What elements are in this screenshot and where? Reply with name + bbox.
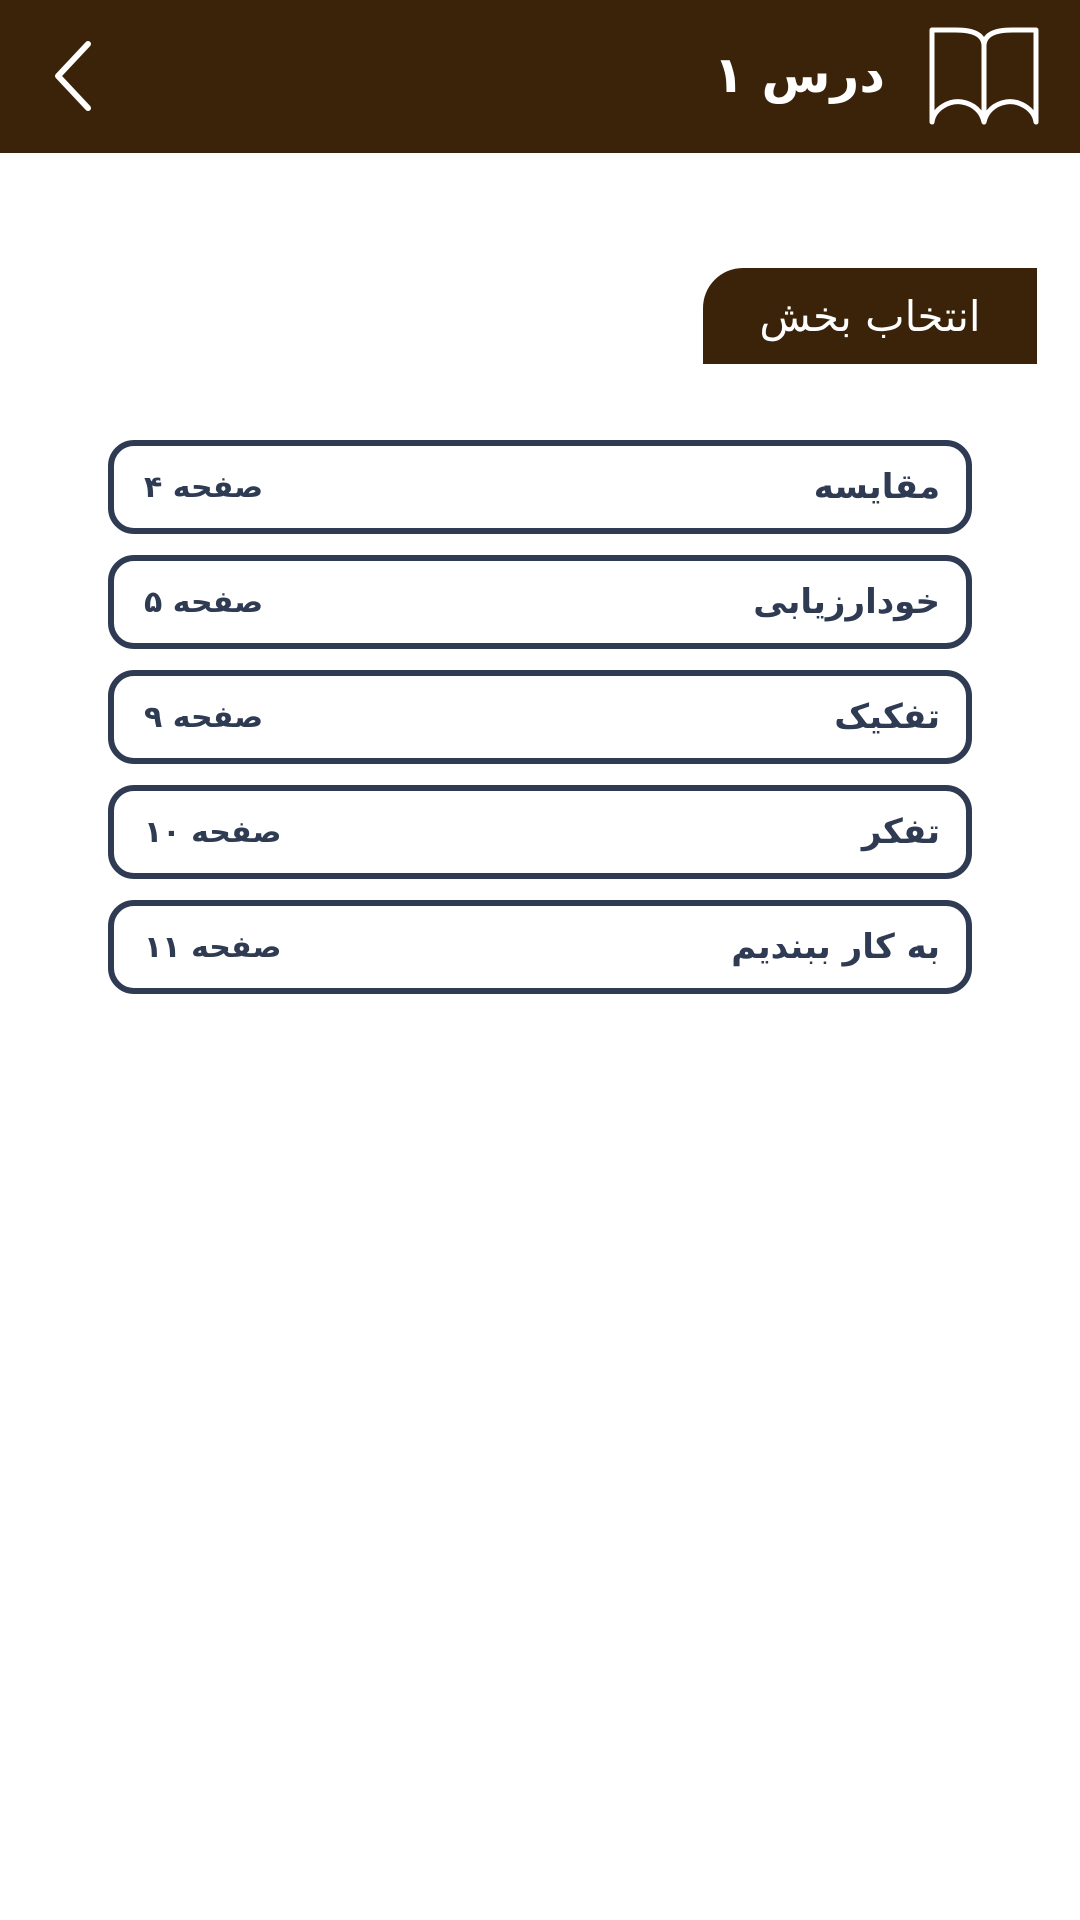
section-list — [108, 440, 972, 1015]
back-button[interactable] — [30, 30, 120, 122]
section-item-page: صفحه ۵ — [144, 584, 264, 620]
page-title: درس ۱ — [713, 46, 885, 104]
section-item-title: تفکیک — [834, 697, 940, 737]
section-item-title: به کار ببندیم — [731, 927, 940, 967]
section-item-comparison[interactable] — [108, 440, 972, 534]
open-book-icon — [928, 26, 1040, 126]
section-item-title: تفکر — [861, 812, 940, 852]
section-item-page: صفحه ۹ — [144, 699, 264, 735]
section-item-page: صفحه ۴ — [144, 469, 264, 505]
section-item-title: خودارزیابی — [753, 582, 940, 622]
section-item-page: صفحه ۱۰ — [144, 814, 282, 850]
section-item-thinking[interactable] — [108, 785, 972, 879]
chevron-left-icon — [50, 36, 100, 116]
section-item-self-assessment[interactable] — [108, 555, 972, 649]
section-item-page: صفحه ۱۱ — [144, 929, 282, 965]
section-item-separation[interactable] — [108, 670, 972, 764]
section-item-apply[interactable] — [108, 900, 972, 994]
app-bar — [0, 0, 1080, 153]
section-header: انتخاب بخش — [703, 268, 1037, 364]
section-item-title: مقایسه — [813, 467, 940, 507]
